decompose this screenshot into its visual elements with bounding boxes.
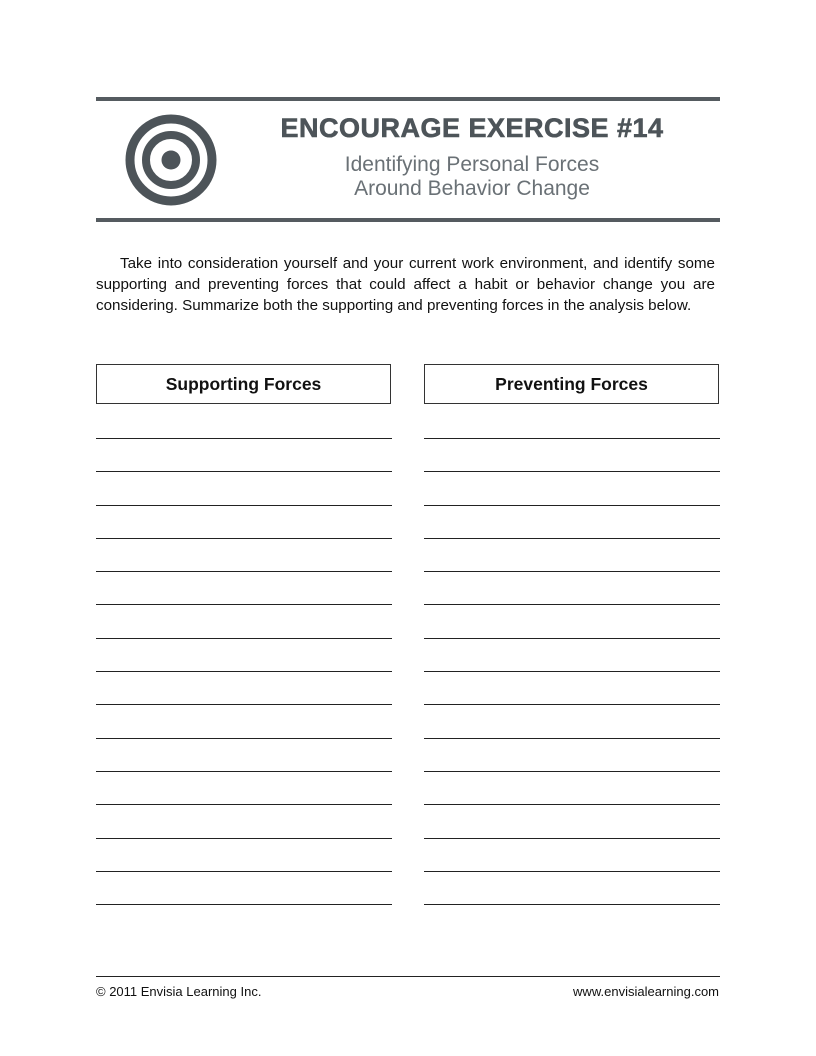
supporting-forces-lines [96,438,392,937]
writing-line[interactable] [96,538,392,539]
writing-line[interactable] [424,871,720,872]
writing-line[interactable] [424,704,720,705]
website-link[interactable]: www.envisialearning.com [573,984,719,999]
writing-line[interactable] [424,471,720,472]
subtitle-line-1: Identifying Personal Forces [344,153,600,176]
writing-line[interactable] [424,438,720,439]
writing-line[interactable] [424,904,720,905]
writing-line[interactable] [424,505,720,506]
writing-line[interactable] [96,638,392,639]
instructions-paragraph: Take into consideration yourself and your current work environment, and identify some supporting and preventing forces that could affect a habit or behavior change you are considering. Summarize both the supporting and preventing forces in the analysis below. [96,255,715,314]
writing-line[interactable] [424,604,720,605]
writing-line[interactable] [96,804,392,805]
writing-line[interactable] [96,871,392,872]
writing-line[interactable] [96,671,392,672]
writing-line[interactable] [96,471,392,472]
preventing-forces-header: Preventing Forces [424,364,719,404]
writing-line[interactable] [424,538,720,539]
writing-line[interactable] [424,571,720,572]
supporting-forces-header: Supporting Forces [96,364,391,404]
writing-line[interactable] [96,838,392,839]
subtitle-line-2: Around Behavior Change [354,177,590,200]
writing-line[interactable] [424,738,720,739]
page-subtitle [230,153,714,201]
writing-line[interactable] [96,771,392,772]
page-title: ENCOURAGE EXERCISE #14 [280,113,664,143]
header-bottom-rule [96,218,720,222]
writing-line[interactable] [424,838,720,839]
writing-line[interactable] [96,505,392,506]
writing-line[interactable] [96,604,392,605]
writing-line[interactable] [424,771,720,772]
writing-line[interactable] [96,571,392,572]
header-top-rule [96,97,720,101]
writing-line[interactable] [96,438,392,439]
writing-line[interactable] [96,704,392,705]
writing-line[interactable] [424,671,720,672]
footer-rule [96,976,720,977]
copyright-text: © 2011 Envisia Learning Inc. [96,984,262,999]
target-icon [125,114,217,206]
writing-line[interactable] [96,904,392,905]
writing-line[interactable] [96,738,392,739]
writing-line[interactable] [424,638,720,639]
writing-line[interactable] [424,804,720,805]
preventing-forces-lines [424,438,720,937]
